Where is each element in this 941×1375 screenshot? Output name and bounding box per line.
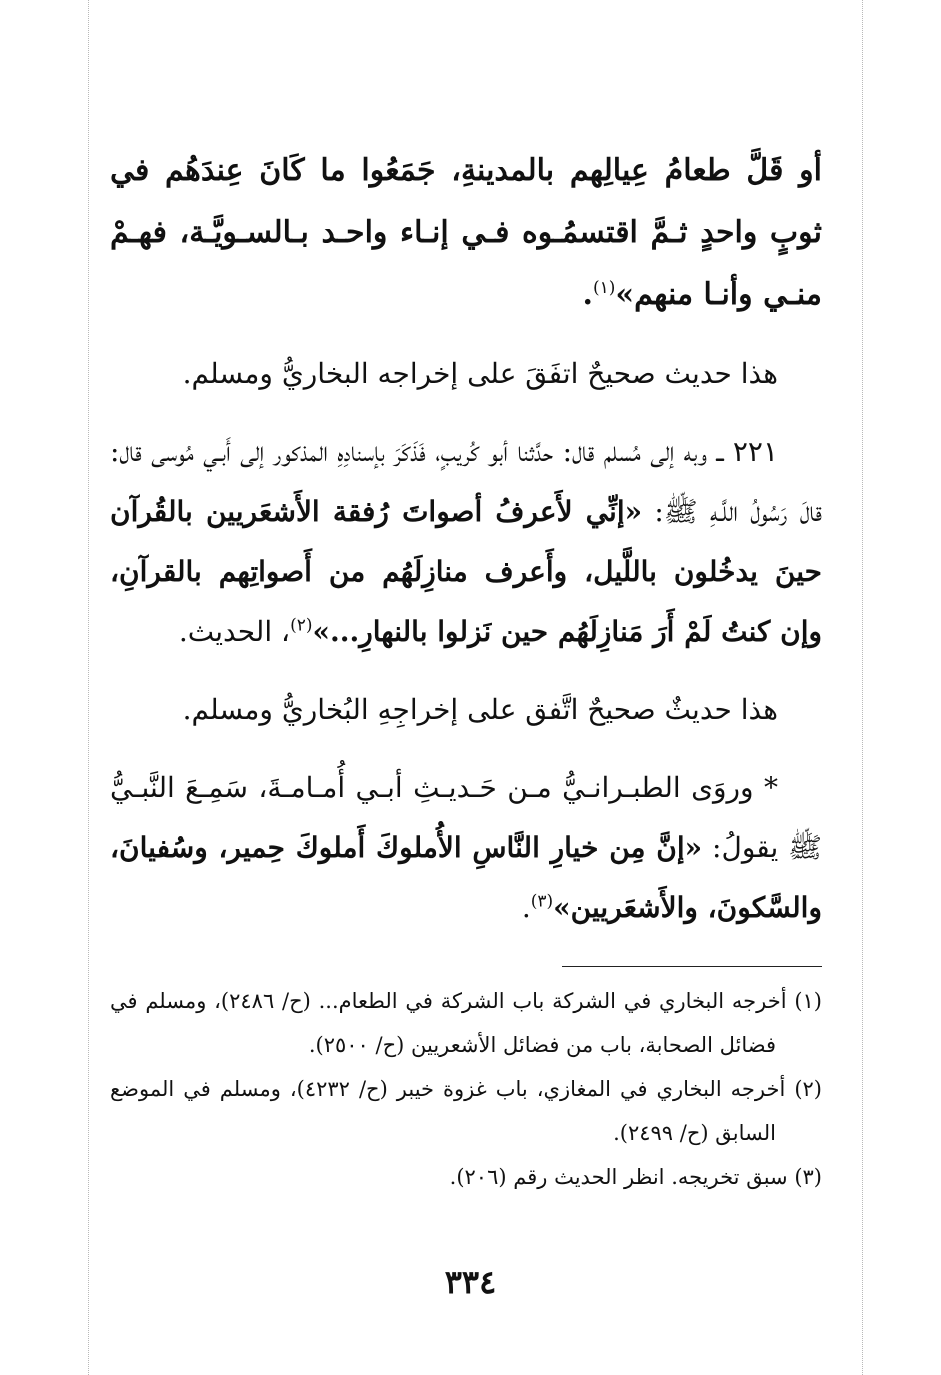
narration-matn: «إنَّ مِن خيارِ النَّاسِ الأُملوكَ أَملوكَ حِمير، وسُفيانَ، والسَّكونَ، والأَشعَريين» — [110, 831, 822, 924]
footnote-ref-1[interactable]: (١) — [593, 278, 616, 298]
footnote-3: (٣) سبق تخريجه. انظر الحديث رقم (٢٠٦). — [449, 1165, 822, 1189]
hadith-221 — [110, 422, 822, 662]
page-number: ٣٣٤ — [444, 1263, 497, 1301]
hadith-text: أو قَلَّ طعامُ عِيالِهم بالمدينةِ، جَمَعُوا ما كَانَ عِندَهُم في ثوبٍ واحدٍ ثـمَّ اقتسمُـوه فـي إنـاء واحـد بـالسـويَّـة، فهـمْ منـي وأنـا منهم» — [110, 153, 822, 312]
footnotes — [110, 979, 822, 1199]
authentication-note-1: هذا حديث صحيحٌ اتفَقَ على إخراجه البخاريُّ ومسلم. — [182, 357, 778, 390]
tabarani-narration — [110, 758, 822, 938]
footnote-separator — [562, 966, 822, 967]
hadith-tail: ، الحديث. — [178, 615, 291, 648]
hadith-matn: «إنِّي لأَعرفُ أصواتَ رُفقة الأَشعَريين بالقُرآن حينَ يدخُلون باللَّيل، وأَعرف منازِلَهُم من أَصواتِهم بالقرآنِ، وإن كنتُ لَمْ أَرَ مَنازِلَهُم حين نَزلوا بالنهارِ...» — [110, 495, 822, 648]
period: . — [521, 891, 531, 924]
hadith-continuation — [110, 140, 822, 326]
footnote-ref-3[interactable]: (٣) — [530, 891, 554, 912]
page-body — [110, 140, 822, 1199]
period: . — [582, 277, 593, 312]
margin-guide-left — [88, 0, 89, 1375]
narration-intro: * وروَى الطبـرانـيُّ مـن حَـديـثِ أبـي أُمـامـةَ، سَمِـعَ النَّبـيُّ ﷺ يقولُ: — [110, 771, 822, 864]
footnote-ref-2[interactable]: (٢) — [290, 615, 313, 636]
isnad-text: ٢٢١ ــ وبه إلى مُسلم قال: حدَّثنا أبو كُريبٍ، فَذَكَرَ بإسنادِهِ المذكور إلى أَبـي مُوسى قال: قالَ رَسُولُ اللَّـهِ ﷺ: — [110, 435, 822, 528]
footnote-1: (١) أخرجه البخاري في الشركة باب الشركة في الطعام... (ح/ ٢٤٨٦)، ومسلم في فضائل الصحابة، باب من فضائل الأشعريين (ح/ ٢٥٠٠). — [110, 989, 822, 1057]
authentication-note-2: هذا حديثٌ صحيحٌ اتَّفق على إخراجِهِ البُخاريُّ ومسلم. — [182, 693, 778, 726]
margin-guide-right — [862, 0, 863, 1375]
footnote-2: (٢) أخرجه البخاري في المغازي، باب غزوة خيبر (ح/ ٤٢٣٢)، ومسلم في الموضع السابق (ح/ ٢٤٩٩). — [110, 1077, 822, 1145]
